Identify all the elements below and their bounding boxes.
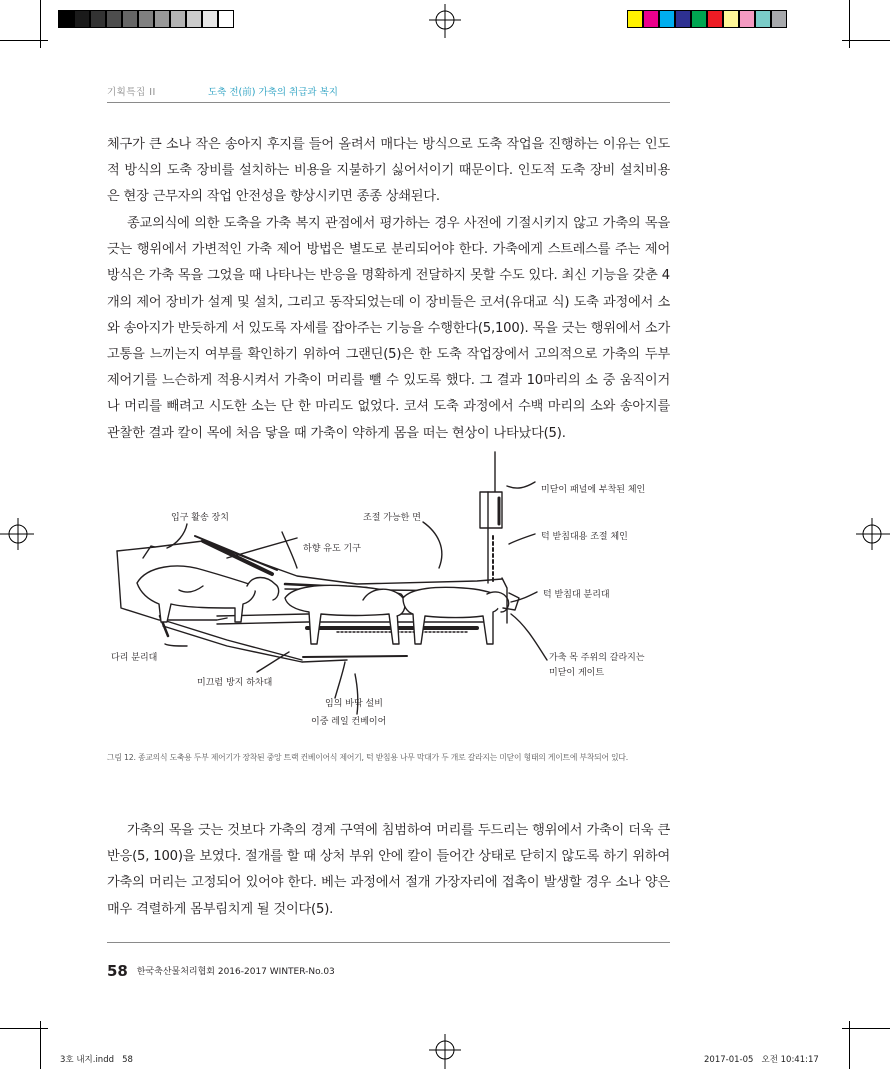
footer-rule xyxy=(107,942,670,943)
label-entrance-chute: 입구 활송 장치 xyxy=(171,513,229,523)
gray-swatch-3 xyxy=(90,10,106,28)
label-floor-equipment: 임의 바닥 설비 xyxy=(325,699,383,709)
label-panel-chain: 미닫이 패널에 부착된 체인 xyxy=(541,485,646,495)
color-swatch-1 xyxy=(627,10,643,28)
figure-restrainer-diagram xyxy=(107,448,677,734)
header-rule xyxy=(107,102,670,103)
color-swatch-10 xyxy=(771,10,787,28)
paragraph-2: 종교의식에 의한 도축을 가축 복지 관점에서 평가하는 경우 사전에 기절시키지 않고 가축의 목을 긋는 행위에서 가변적인 가축 제어 방법은 별도로 분리되어야 한다. 가축에게 스트레스를 주는 제어 방식은 가축 목을 그었을 때 나타나는 반응을 명확하게 전달하지 못할 수도 있다. 최신 기능을 갖춘 4개의 제어 장비가 설계 및 설치, 그리고 동작되었는데 이 장비들은 코셔(유대교 식) 도축 과정에서 소와 송아지가 반듯하게 서 있도록 자세를 잡아주는 기능을 수행한다(5,100). 목을 긋는 행위에서 소가 고통을 느끼는지 여부를 확인하기 위하여 그랜딘(5)은 한 도축 작업장에서 고의적으로 가축의 두부 제어기를 느슨하게 적용시켜서 가축이 머리를 뺄 수 있도록 했다. 그 결과 10마리의 소 중 움직이거나 머리를 빼려고 시도한 소는 단 한 마리도 없었다. 코셔 도축 과정에서 수백 마리의 소와 송아지를 관찰한 결과 칼이 목에 처음 닿을 때 가축이 약하게 몸을 떠는 현상이 나타났다(5). xyxy=(107,216,670,441)
color-swatch-6 xyxy=(707,10,723,28)
gray-swatch-1 xyxy=(58,10,74,28)
paragraph-1: 체구가 큰 소나 작은 송아지 후지를 들어 올려서 매다는 방식으로 도축 작업을 진행하는 이유는 인도적 방식의 도축 장비를 설치하는 비용을 지불하기 싫어서이기 때문이다. 인도적 도축 장비 설치비용은 현장 근무자의 작업 안전성을 향상시키면 종종 상쇄된다. xyxy=(107,137,670,205)
slug-filename: 3호 내지.indd 58 xyxy=(60,1055,133,1065)
label-guide-device: 하향 유도 기구 xyxy=(303,544,361,554)
label-adjustable-side: 조절 가능한 면 xyxy=(363,513,421,523)
gray-swatch-9 xyxy=(186,10,202,28)
page-number: 58 xyxy=(107,962,128,980)
color-swatch-3 xyxy=(659,10,675,28)
footer xyxy=(107,962,335,980)
registration-mark-bottom xyxy=(425,1028,465,1069)
color-swatch-4 xyxy=(675,10,691,28)
label-chin-separator: 턱 받침대 분리대 xyxy=(543,590,610,600)
grayscale-color-bar xyxy=(58,10,234,28)
section-label: 기획특집 II xyxy=(107,87,156,98)
label-double-rail: 이중 레일 컨베이어 xyxy=(311,717,387,727)
label-gate-line-2: 미닫이 게이트 xyxy=(549,668,605,678)
gray-swatch-10 xyxy=(202,10,218,28)
color-swatch-7 xyxy=(723,10,739,28)
registration-mark-right xyxy=(852,516,890,556)
color-swatch-2 xyxy=(643,10,659,28)
label-gate-line-1: 가축 목 주위의 갈라지는 xyxy=(549,653,645,663)
process-color-bar xyxy=(627,10,787,28)
figure-caption: 그림 12. 종교의식 도축용 두부 제어기가 장착된 중앙 트랙 컨베이어식 제어기, 턱 받침용 나무 막대가 두 개로 갈라지는 미닫이 형태의 게이트에 부착되어 있다. xyxy=(107,753,629,762)
gray-swatch-7 xyxy=(154,10,170,28)
publication-name: 한국축산물처리협회 2016-2017 WINTER-No.03 xyxy=(136,967,335,977)
header-title: 도축 전(前) 가축의 취급과 복지 xyxy=(208,87,338,98)
running-header xyxy=(107,84,670,102)
gray-swatch-11 xyxy=(218,10,234,28)
label-chin-chain: 턱 받침대용 조절 체인 xyxy=(541,532,628,542)
gray-swatch-5 xyxy=(122,10,138,28)
paragraph-3: 가축의 목을 긋는 것보다 가축의 경계 구역에 침범하여 머리를 두드리는 행위에서 가축이 더욱 큰 반응(5, 100)을 보였다. 절개를 할 때 상처 부위 안에 칼이 들어간 상태로 닫히지 않도록 하기 위하여 가축의 머리는 고정되어 있어야 한다. 베는 과정에서 절개 가장자리에 접촉이 발생할 경우 소나 양은 매우 격렬하게 몸부림치게 될 것이다(5). xyxy=(107,823,670,917)
label-leg-separator: 다리 분리대 xyxy=(111,653,158,663)
gray-swatch-2 xyxy=(74,10,90,28)
gray-swatch-4 xyxy=(106,10,122,28)
registration-mark-top xyxy=(425,4,465,44)
color-swatch-9 xyxy=(755,10,771,28)
color-swatch-8 xyxy=(739,10,755,28)
gray-swatch-8 xyxy=(170,10,186,28)
gray-swatch-6 xyxy=(138,10,154,28)
label-antislip-exit: 미끄럼 방지 하차대 xyxy=(197,678,273,688)
registration-mark-left xyxy=(0,516,40,556)
color-swatch-5 xyxy=(691,10,707,28)
slug-timestamp: 2017-01-05 오전 10:41:17 xyxy=(704,1055,819,1065)
